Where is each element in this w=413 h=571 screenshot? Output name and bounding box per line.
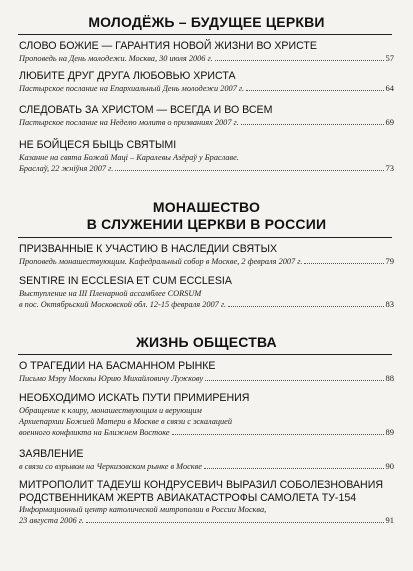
section-divider: [18, 34, 392, 35]
page-number: 73: [385, 162, 394, 173]
entry-desc-line: Пастырское послание на Епархиальный День молодежи 2007 г.: [19, 83, 245, 93]
entry-title: ЛЮБИТЕ ДРУГ ДРУГА ЛЮБОВЬЮ ХРИСТА: [19, 70, 236, 82]
entry-desc-line: Проповедь монашествующим. Кафедральный собор в Москве, 2 февраля 2007 г.: [19, 256, 303, 266]
page-number: 57: [385, 52, 394, 63]
entry-desc-line: Архиепархии Божией Матери в Москве в связи с эскалацией: [19, 416, 233, 426]
entry-desc-line: Пастырское послание на Неделю молитв о призваниях 2007 г.: [19, 117, 239, 127]
leader-dots: [86, 521, 384, 523]
leader-dots: [228, 305, 383, 307]
section-title-youth: МОЛОДЁЖЬ – БУДУЩЕЕ ЦЕРКВИ: [88, 14, 325, 30]
toc-entry[interactable]: [19, 104, 394, 128]
entry-description: [19, 299, 394, 310]
section-divider: [18, 354, 392, 355]
entry-title: МИТРОПОЛИТ ТАДЕУШ КОНДРУСЕВИЧ ВЫРАЗИЛ СОБОЛЕЗНОВАНИЯ: [19, 479, 383, 491]
entry-title: О ТРАГЕДИИ НА БАСМАННОМ РЫНКЕ: [19, 360, 216, 372]
page-number: 83: [385, 298, 394, 309]
entry-description: [19, 427, 394, 438]
leader-dots: [115, 169, 383, 171]
entry-desc-line: Браслаў, 22 жніўня 2007 г.: [19, 163, 114, 173]
toc-entry[interactable]: [19, 479, 394, 526]
leader-dots: [205, 379, 383, 381]
section-title-monasticism-line2: В СЛУЖЕНИИ ЦЕРКВИ В РОССИИ: [86, 216, 327, 232]
entry-desc-line: 23 августа 2006 г.: [19, 516, 84, 525]
page-number: 79: [385, 255, 394, 266]
entry-title: ЗАЯВЛЕНИЕ: [19, 448, 84, 460]
page-number: 64: [385, 82, 394, 93]
toc-entry[interactable]: [19, 70, 394, 94]
entry-desc-line: Информационный центр католической митрополии в России Москва,: [19, 505, 267, 514]
toc-entry[interactable]: [19, 275, 394, 310]
leader-dots: [172, 433, 384, 435]
page-number: 89: [385, 426, 394, 437]
toc-entry[interactable]: [19, 139, 394, 174]
entry-description: [19, 53, 394, 64]
toc-entry[interactable]: [19, 40, 394, 64]
toc-entry[interactable]: [19, 243, 394, 267]
page-number: 91: [385, 515, 394, 525]
entry-description: [19, 83, 394, 94]
leader-dots: [215, 59, 384, 61]
leader-dots: [304, 262, 383, 264]
leader-dots: [246, 89, 383, 91]
leader-dots: [241, 123, 384, 125]
entry-title: SENTIRE IN ECCLESIA ET CUM ECCLESIA: [19, 275, 232, 287]
page-number: 69: [385, 116, 394, 127]
toc-entry[interactable]: [19, 360, 394, 384]
entry-title-line2: РОДСТВЕННИКАМ ЖЕРТВ АВИАКАТАСТРОФЫ САМОЛЕТА ТУ-154: [19, 491, 357, 504]
leader-dots: [204, 467, 384, 469]
entry-desc-line: Проповедь на День молодежи. Москва, 30 июля 2006 г.: [19, 53, 213, 63]
entry-desc-line: в пос. Октябрьский Московской обл. 12-15 февраля 2007 г.: [19, 299, 227, 309]
entry-desc-line: Письмо Мэру Москвы Юрию Михайловичу Лужкову: [19, 373, 204, 383]
entry-title: СЛЕДОВАТЬ ЗА ХРИСТОМ — ВСЕГДА И ВО ВСЕМ: [19, 104, 273, 116]
entry-description: [19, 117, 394, 128]
entry-title: СЛОВО БОЖИЕ — ГАРАНТИЯ НОВОЙ ЖИЗНИ ВО ХРИСТЕ: [19, 40, 317, 52]
section-title-society: ЖИЗНЬ ОБЩЕСТВА: [136, 334, 277, 350]
entry-desc-line: Обращение к клиру, монашествующим и верующим: [19, 405, 202, 415]
toc-entry[interactable]: [19, 448, 394, 472]
entry-description: [19, 256, 394, 267]
section-title-monasticism: МОНАШЕСТВО: [152, 199, 261, 215]
entry-title: НЕ БОЙЦЕСЯ БЫЦЬ СВЯТЫМІ: [19, 139, 177, 151]
entry-desc-line: в связи со взрывом на Черкизовском рынке в Москве: [19, 461, 202, 471]
entry-description: [19, 515, 394, 526]
entry-desc-line: военного конфликта на Ближнем Востоке: [19, 427, 170, 437]
page-number: 90: [385, 460, 394, 471]
entry-description: [19, 373, 394, 384]
entry-title: НЕОБХОДИМО ИСКАТЬ ПУТИ ПРИМИРЕНИЯ: [19, 392, 250, 404]
entry-title: ПРИЗВАННЫЕ К УЧАСТИЮ В НАСЛЕДИИ СВЯТЫХ: [19, 243, 278, 255]
page-number: 88: [385, 372, 394, 383]
section-divider: [18, 237, 392, 238]
entry-desc-line: Казанне на свята Божай Маці – Каралевы Азёраў у Браславе.: [19, 152, 239, 162]
entry-description: [19, 163, 394, 174]
entry-desc-line: Выступление на III Пленарной ассамблее CORSUM: [19, 288, 202, 298]
entry-description: [19, 461, 394, 472]
toc-entry[interactable]: [19, 392, 394, 438]
